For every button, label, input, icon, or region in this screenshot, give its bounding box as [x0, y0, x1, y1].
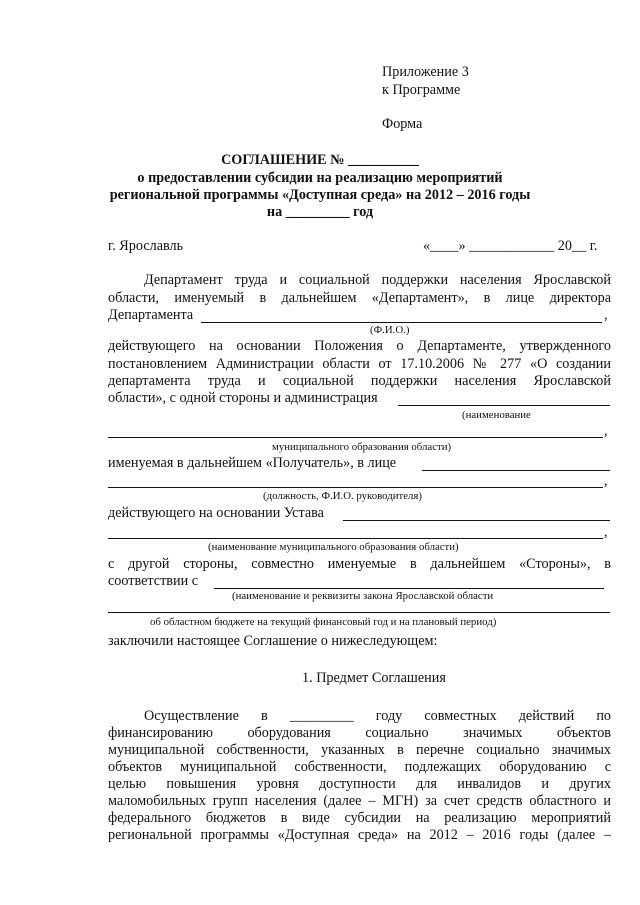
city: г. Ярославль	[108, 238, 184, 254]
hint-mo-name: (наименование муниципального образования области)	[208, 541, 459, 553]
hint-municipal: муниципального образования области)	[272, 441, 452, 453]
recipient-line: именуемая в дальнейшем «Получатель», в лице	[108, 455, 397, 471]
p2-line-4: области», с одной стороны и администрация	[108, 390, 378, 406]
other-side-line: с другой стороны, совместно именуемые в дальнейшем «Стороны», в	[108, 556, 611, 572]
law-line[interactable]	[214, 588, 604, 589]
s1-line-2: финансированию оборудования социально значимых объектов	[108, 725, 611, 741]
accordance-line: соответствии с	[108, 573, 199, 589]
comma: ,	[604, 473, 608, 489]
comma: ,	[604, 524, 608, 540]
municipal-name-line[interactable]	[108, 437, 603, 438]
position-line[interactable]	[108, 487, 603, 488]
concluded-line: заключили настоящее Соглашение о нижеследующем:	[108, 633, 438, 649]
p2-line-3: департамента труда и социальной поддержки населения Ярославской	[108, 373, 611, 389]
p1-line-2: области, именуемый в дальнейшем «Департамент», в лице директора	[108, 290, 611, 306]
charter-line-field[interactable]	[343, 520, 610, 521]
hint-name: (наименование	[462, 409, 531, 421]
hint-budget: об областном бюджете на текущий финансовый год и на плановый период)	[150, 616, 497, 628]
budget-line[interactable]	[108, 612, 610, 613]
date-field: «____» ____________ 20__ г.	[423, 238, 598, 254]
s1-line-4: объектов муниципальной собственности, подлежащих оборудованию с	[108, 759, 611, 775]
section-1-heading: 1. Предмет Соглашения	[302, 670, 446, 686]
agreement-year: на _________ год	[266, 204, 374, 220]
p2-line-1: действующего на основании Положения о Департаменте, утвержденного	[108, 338, 611, 354]
p1-line-3: Департамента	[108, 307, 194, 323]
director-fio-line[interactable]	[201, 322, 602, 323]
agreement-subtitle-1: о предоставлении субсидии на реализацию мероприятий	[137, 170, 503, 186]
recipient-person-line[interactable]	[422, 470, 610, 471]
s1-line-6: маломобильных групп населения (далее – МГН) за счет средств областного и	[108, 793, 611, 809]
s1-line-8: региональной программы «Доступная среда» на 2012 – 2016 годы (далее –	[108, 827, 611, 843]
charter-line: действующего на основании Устава	[108, 505, 324, 521]
agreement-title: СОГЛАШЕНИЕ № __________	[221, 152, 419, 168]
hint-law: (наименование и реквизиты закона Ярославской области	[232, 590, 494, 602]
p2-line-2: постановлением Администрации области от 17.10.2006 № 277 «О создании	[108, 356, 611, 372]
p1-line-1: Департамент труда и социальной поддержки населения Ярославской	[144, 272, 611, 288]
comma: ,	[604, 307, 608, 323]
form-label: Форма	[382, 116, 423, 132]
program-label: к Программе	[382, 82, 461, 98]
administration-name-line[interactable]	[398, 405, 610, 406]
mo-name-line[interactable]	[108, 538, 603, 539]
s1-line-5: целью повышения уровня доступности для инвалидов и других	[108, 776, 611, 792]
s1-line-1: Осуществление в _________ году совместных действий по	[144, 708, 611, 724]
comma: ,	[604, 423, 608, 439]
hint-fio: (Ф.И.О.)	[370, 324, 410, 336]
agreement-subtitle-2: региональной программы «Доступная среда» на 2012 – 2016 годы	[109, 187, 531, 203]
hint-position: (должность, Ф.И.О. руководителя)	[263, 490, 422, 502]
appendix-label: Приложение 3	[382, 64, 469, 80]
s1-line-3: муниципальной собственности, указанных в перечне социально значимых	[108, 742, 611, 758]
s1-line-7: федерального бюджетов в виде субсидии на реализацию мероприятий	[108, 810, 611, 826]
